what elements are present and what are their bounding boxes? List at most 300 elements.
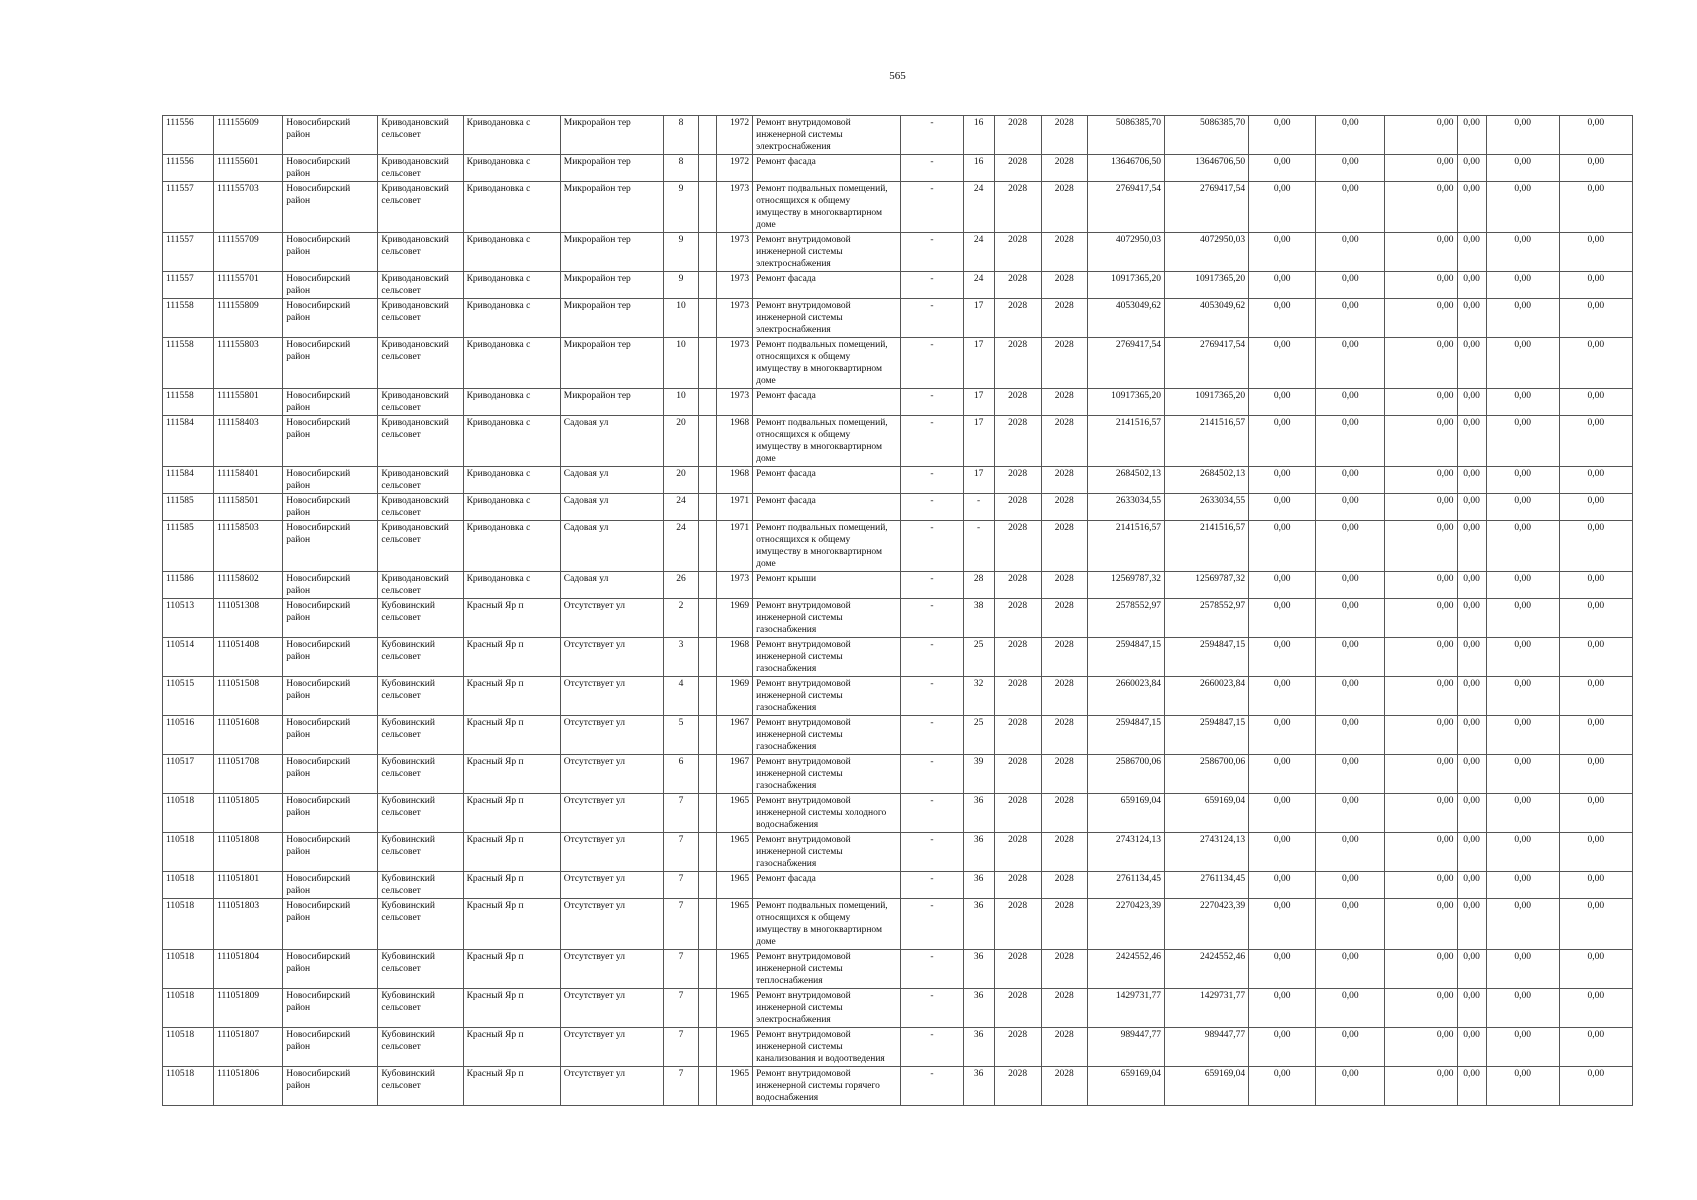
cell-record-id: 110518	[163, 1028, 214, 1067]
cell-apartments: 16	[963, 155, 994, 182]
cell-amount-1: 0,00	[1249, 521, 1316, 572]
cell-work-id: 111155709	[214, 233, 283, 272]
cell-record-id: 110518	[163, 899, 214, 950]
cell-work-id: 111051809	[214, 989, 283, 1028]
cell-municipality: Криводановский сельсовет	[378, 299, 463, 338]
cell-year-start: 2028	[994, 677, 1041, 716]
cell-municipality: Кубовинский сельсовет	[378, 638, 463, 677]
cell-cost-total: 2578552,97	[1087, 599, 1164, 638]
cell-build-year: 1973	[717, 182, 753, 233]
cell-cost-total: 10917365,20	[1087, 389, 1164, 416]
cell-work-type: Ремонт фасада	[753, 872, 901, 899]
cell-record-id: 110518	[163, 1067, 214, 1106]
cell-cost-total: 4072950,03	[1087, 233, 1164, 272]
cell-building	[699, 677, 717, 716]
cell-cost-total: 2141516,57	[1087, 521, 1164, 572]
cell-amount-6: 0,00	[1559, 389, 1632, 416]
cell-build-year: 1969	[717, 599, 753, 638]
cell-record-id: 111556	[163, 155, 214, 182]
cell-settlement: Криводановка с	[463, 416, 560, 467]
cell-record-id: 111584	[163, 467, 214, 494]
cell-amount-3: 0,00	[1385, 872, 1457, 899]
cell-municipality: Криводановский сельсовет	[378, 116, 463, 155]
cell-extra: -	[901, 155, 963, 182]
cell-amount-2: 0,00	[1316, 1028, 1385, 1067]
cell-amount-1: 0,00	[1249, 989, 1316, 1028]
cell-extra: -	[901, 572, 963, 599]
cell-amount-2: 0,00	[1316, 950, 1385, 989]
cell-apartments: 36	[963, 989, 994, 1028]
table-row	[163, 182, 1633, 233]
cell-apartments: 24	[963, 272, 994, 299]
cell-house-number: 9	[663, 233, 698, 272]
cell-work-type: Ремонт внутридомовой инженерной системы газоснабжения	[753, 716, 901, 755]
table-row	[163, 1067, 1633, 1106]
cell-amount-3: 0,00	[1385, 494, 1457, 521]
cell-year-end: 2028	[1041, 1028, 1087, 1067]
cell-amount-3: 0,00	[1385, 794, 1457, 833]
cell-year-end: 2028	[1041, 494, 1087, 521]
cell-amount-5: 0,00	[1486, 521, 1559, 572]
cell-amount-3: 0,00	[1385, 677, 1457, 716]
cell-municipality: Криводановский сельсовет	[378, 572, 463, 599]
cell-work-id: 111051801	[214, 872, 283, 899]
cell-amount-6: 0,00	[1559, 572, 1632, 599]
cell-amount-3: 0,00	[1385, 833, 1457, 872]
cell-amount-2: 0,00	[1316, 299, 1385, 338]
cell-extra: -	[901, 794, 963, 833]
cell-house-number: 8	[663, 155, 698, 182]
cell-amount-4: 0,00	[1457, 872, 1486, 899]
cell-district: Новосибирский район	[283, 599, 378, 638]
cell-year-start: 2028	[994, 116, 1041, 155]
cell-work-type: Ремонт фасада	[753, 494, 901, 521]
cell-district: Новосибирский район	[283, 494, 378, 521]
cell-amount-1: 0,00	[1249, 599, 1316, 638]
cell-cost-fund: 10917365,20	[1164, 389, 1248, 416]
cell-building	[699, 833, 717, 872]
cell-amount-4: 0,00	[1457, 989, 1486, 1028]
cell-building	[699, 182, 717, 233]
cell-amount-4: 0,00	[1457, 572, 1486, 599]
cell-settlement: Красный Яр п	[463, 872, 560, 899]
cell-amount-3: 0,00	[1385, 572, 1457, 599]
cell-year-start: 2028	[994, 389, 1041, 416]
cell-work-id: 111051608	[214, 716, 283, 755]
cell-build-year: 1973	[717, 299, 753, 338]
cell-settlement: Красный Яр п	[463, 989, 560, 1028]
cell-apartments: 38	[963, 599, 994, 638]
cell-building	[699, 950, 717, 989]
cell-build-year: 1973	[717, 572, 753, 599]
cell-build-year: 1973	[717, 272, 753, 299]
cell-house-number: 5	[663, 716, 698, 755]
cell-record-id: 111556	[163, 116, 214, 155]
cell-record-id: 111585	[163, 521, 214, 572]
cell-work-id: 111155809	[214, 299, 283, 338]
cell-street: Микрорайон тер	[560, 389, 663, 416]
cell-cost-total: 2660023,84	[1087, 677, 1164, 716]
cell-district: Новосибирский район	[283, 638, 378, 677]
cell-amount-3: 0,00	[1385, 389, 1457, 416]
cell-extra: -	[901, 989, 963, 1028]
cell-work-type: Ремонт внутридомовой инженерной системы газоснабжения	[753, 833, 901, 872]
cell-amount-3: 0,00	[1385, 182, 1457, 233]
cell-year-start: 2028	[994, 872, 1041, 899]
cell-extra: -	[901, 272, 963, 299]
cell-municipality: Криводановский сельсовет	[378, 494, 463, 521]
cell-house-number: 20	[663, 467, 698, 494]
cell-house-number: 7	[663, 899, 698, 950]
cell-settlement: Криводановка с	[463, 494, 560, 521]
cell-extra: -	[901, 677, 963, 716]
cell-street: Отсутствует ул	[560, 716, 663, 755]
cell-work-id: 111155609	[214, 116, 283, 155]
cell-amount-4: 0,00	[1457, 416, 1486, 467]
cell-year-start: 2028	[994, 416, 1041, 467]
cell-municipality: Криводановский сельсовет	[378, 521, 463, 572]
capital-repair-table	[162, 115, 1633, 1106]
cell-amount-5: 0,00	[1486, 899, 1559, 950]
cell-amount-6: 0,00	[1559, 494, 1632, 521]
cell-building	[699, 572, 717, 599]
cell-year-end: 2028	[1041, 677, 1087, 716]
cell-work-type: Ремонт внутридомовой инженерной системы холодного водоснабжения	[753, 794, 901, 833]
cell-amount-4: 0,00	[1457, 182, 1486, 233]
cell-amount-5: 0,00	[1486, 950, 1559, 989]
cell-year-end: 2028	[1041, 299, 1087, 338]
cell-amount-4: 0,00	[1457, 233, 1486, 272]
cell-amount-5: 0,00	[1486, 233, 1559, 272]
cell-amount-6: 0,00	[1559, 338, 1632, 389]
cell-amount-4: 0,00	[1457, 299, 1486, 338]
cell-municipality: Криводановский сельсовет	[378, 338, 463, 389]
cell-amount-4: 0,00	[1457, 833, 1486, 872]
cell-build-year: 1973	[717, 389, 753, 416]
table-row	[163, 389, 1633, 416]
cell-house-number: 7	[663, 872, 698, 899]
cell-street: Отсутствует ул	[560, 599, 663, 638]
cell-record-id: 111586	[163, 572, 214, 599]
cell-amount-4: 0,00	[1457, 338, 1486, 389]
cell-apartments: 17	[963, 299, 994, 338]
cell-cost-fund: 2578552,97	[1164, 599, 1248, 638]
cell-amount-1: 0,00	[1249, 1028, 1316, 1067]
cell-amount-1: 0,00	[1249, 272, 1316, 299]
cell-amount-3: 0,00	[1385, 155, 1457, 182]
cell-work-type: Ремонт внутридомовой инженерной системы теплоснабжения	[753, 950, 901, 989]
cell-year-end: 2028	[1041, 794, 1087, 833]
cell-cost-total: 13646706,50	[1087, 155, 1164, 182]
cell-year-start: 2028	[994, 182, 1041, 233]
cell-year-start: 2028	[994, 272, 1041, 299]
cell-apartments: 36	[963, 1028, 994, 1067]
cell-cost-total: 2769417,54	[1087, 182, 1164, 233]
cell-apartments: 36	[963, 950, 994, 989]
cell-year-end: 2028	[1041, 233, 1087, 272]
cell-work-type: Ремонт внутридомовой инженерной системы электроснабжения	[753, 299, 901, 338]
cell-building	[699, 599, 717, 638]
cell-cost-fund: 2594847,15	[1164, 638, 1248, 677]
cell-settlement: Криводановка с	[463, 272, 560, 299]
cell-cost-fund: 2141516,57	[1164, 416, 1248, 467]
cell-work-type: Ремонт подвальных помещений, относящихся к общему имуществу в многоквартирном доме	[753, 416, 901, 467]
cell-street: Садовая ул	[560, 572, 663, 599]
cell-amount-1: 0,00	[1249, 467, 1316, 494]
cell-year-end: 2028	[1041, 155, 1087, 182]
cell-work-id: 111051803	[214, 899, 283, 950]
cell-year-end: 2028	[1041, 872, 1087, 899]
cell-amount-1: 0,00	[1249, 494, 1316, 521]
cell-amount-3: 0,00	[1385, 950, 1457, 989]
cell-building	[699, 755, 717, 794]
cell-work-id: 111158501	[214, 494, 283, 521]
cell-building	[699, 899, 717, 950]
cell-year-end: 2028	[1041, 572, 1087, 599]
cell-amount-6: 0,00	[1559, 677, 1632, 716]
cell-extra: -	[901, 716, 963, 755]
cell-year-end: 2028	[1041, 389, 1087, 416]
cell-amount-2: 0,00	[1316, 833, 1385, 872]
cell-cost-total: 659169,04	[1087, 794, 1164, 833]
cell-work-type: Ремонт внутридомовой инженерной системы электроснабжения	[753, 116, 901, 155]
cell-record-id: 110518	[163, 794, 214, 833]
cell-year-end: 2028	[1041, 638, 1087, 677]
cell-settlement: Красный Яр п	[463, 716, 560, 755]
cell-year-end: 2028	[1041, 989, 1087, 1028]
cell-amount-6: 0,00	[1559, 272, 1632, 299]
cell-amount-3: 0,00	[1385, 416, 1457, 467]
cell-work-id: 111051805	[214, 794, 283, 833]
cell-municipality: Кубовинский сельсовет	[378, 950, 463, 989]
cell-amount-6: 0,00	[1559, 872, 1632, 899]
cell-district: Новосибирский район	[283, 1067, 378, 1106]
cell-amount-5: 0,00	[1486, 494, 1559, 521]
cell-year-start: 2028	[994, 338, 1041, 389]
cell-amount-4: 0,00	[1457, 716, 1486, 755]
cell-work-type: Ремонт подвальных помещений, относящихся к общему имуществу в многоквартирном доме	[753, 521, 901, 572]
cell-building	[699, 521, 717, 572]
cell-year-end: 2028	[1041, 338, 1087, 389]
cell-apartments: 17	[963, 416, 994, 467]
cell-amount-4: 0,00	[1457, 1067, 1486, 1106]
cell-district: Новосибирский район	[283, 755, 378, 794]
cell-extra: -	[901, 1067, 963, 1106]
cell-municipality: Кубовинский сельсовет	[378, 899, 463, 950]
cell-year-end: 2028	[1041, 521, 1087, 572]
cell-record-id: 110518	[163, 872, 214, 899]
cell-municipality: Криводановский сельсовет	[378, 182, 463, 233]
cell-amount-3: 0,00	[1385, 1028, 1457, 1067]
cell-amount-3: 0,00	[1385, 716, 1457, 755]
cell-cost-total: 2743124,13	[1087, 833, 1164, 872]
cell-street: Отсутствует ул	[560, 794, 663, 833]
cell-cost-total: 2769417,54	[1087, 338, 1164, 389]
table-row	[163, 755, 1633, 794]
cell-apartments: -	[963, 521, 994, 572]
cell-amount-1: 0,00	[1249, 950, 1316, 989]
cell-amount-3: 0,00	[1385, 116, 1457, 155]
cell-amount-2: 0,00	[1316, 467, 1385, 494]
cell-amount-4: 0,00	[1457, 599, 1486, 638]
cell-amount-5: 0,00	[1486, 182, 1559, 233]
cell-cost-fund: 2141516,57	[1164, 521, 1248, 572]
cell-year-start: 2028	[994, 494, 1041, 521]
cell-amount-1: 0,00	[1249, 716, 1316, 755]
cell-year-end: 2028	[1041, 182, 1087, 233]
cell-work-type: Ремонт подвальных помещений, относящихся к общему имуществу в многоквартирном доме	[753, 182, 901, 233]
cell-building	[699, 467, 717, 494]
cell-year-start: 2028	[994, 467, 1041, 494]
cell-amount-1: 0,00	[1249, 677, 1316, 716]
cell-settlement: Криводановка с	[463, 299, 560, 338]
cell-work-id: 111155803	[214, 338, 283, 389]
cell-build-year: 1969	[717, 677, 753, 716]
cell-amount-2: 0,00	[1316, 182, 1385, 233]
table-row	[163, 677, 1633, 716]
cell-apartments: 28	[963, 572, 994, 599]
cell-cost-total: 659169,04	[1087, 1067, 1164, 1106]
cell-street: Отсутствует ул	[560, 989, 663, 1028]
cell-cost-fund: 2424552,46	[1164, 950, 1248, 989]
cell-amount-6: 0,00	[1559, 116, 1632, 155]
cell-record-id: 110518	[163, 989, 214, 1028]
cell-amount-2: 0,00	[1316, 989, 1385, 1028]
cell-work-id: 111155701	[214, 272, 283, 299]
cell-amount-2: 0,00	[1316, 794, 1385, 833]
cell-district: Новосибирский район	[283, 389, 378, 416]
cell-amount-3: 0,00	[1385, 467, 1457, 494]
table-row	[163, 272, 1633, 299]
cell-cost-fund: 4053049,62	[1164, 299, 1248, 338]
cell-district: Новосибирский район	[283, 521, 378, 572]
cell-extra: -	[901, 833, 963, 872]
cell-amount-6: 0,00	[1559, 1067, 1632, 1106]
cell-build-year: 1967	[717, 716, 753, 755]
cell-work-id: 111155601	[214, 155, 283, 182]
cell-house-number: 6	[663, 755, 698, 794]
cell-work-id: 111158403	[214, 416, 283, 467]
cell-year-start: 2028	[994, 755, 1041, 794]
cell-work-type: Ремонт внутридомовой инженерной системы электроснабжения	[753, 989, 901, 1028]
cell-cost-total: 2594847,15	[1087, 716, 1164, 755]
cell-settlement: Криводановка с	[463, 116, 560, 155]
cell-cost-fund: 5086385,70	[1164, 116, 1248, 155]
cell-build-year: 1965	[717, 950, 753, 989]
cell-work-id: 111051508	[214, 677, 283, 716]
cell-amount-4: 0,00	[1457, 794, 1486, 833]
cell-cost-fund: 659169,04	[1164, 1067, 1248, 1106]
cell-amount-2: 0,00	[1316, 1067, 1385, 1106]
cell-amount-6: 0,00	[1559, 233, 1632, 272]
cell-street: Отсутствует ул	[560, 1028, 663, 1067]
table-row	[163, 950, 1633, 989]
cell-year-start: 2028	[994, 716, 1041, 755]
cell-cost-fund: 2743124,13	[1164, 833, 1248, 872]
table-row	[163, 467, 1633, 494]
cell-amount-2: 0,00	[1316, 872, 1385, 899]
cell-amount-5: 0,00	[1486, 272, 1559, 299]
cell-amount-6: 0,00	[1559, 899, 1632, 950]
cell-apartments: 17	[963, 467, 994, 494]
cell-record-id: 111557	[163, 272, 214, 299]
table-row	[163, 989, 1633, 1028]
cell-apartments: 16	[963, 116, 994, 155]
cell-district: Новосибирский район	[283, 989, 378, 1028]
cell-amount-6: 0,00	[1559, 638, 1632, 677]
cell-cost-total: 4053049,62	[1087, 299, 1164, 338]
cell-municipality: Кубовинский сельсовет	[378, 872, 463, 899]
table-row	[163, 872, 1633, 899]
cell-work-id: 111051308	[214, 599, 283, 638]
cell-amount-6: 0,00	[1559, 1028, 1632, 1067]
cell-municipality: Кубовинский сельсовет	[378, 833, 463, 872]
cell-amount-1: 0,00	[1249, 299, 1316, 338]
cell-amount-1: 0,00	[1249, 572, 1316, 599]
cell-district: Новосибирский район	[283, 272, 378, 299]
cell-amount-4: 0,00	[1457, 755, 1486, 794]
cell-work-id: 111158503	[214, 521, 283, 572]
cell-build-year: 1973	[717, 338, 753, 389]
cell-amount-1: 0,00	[1249, 872, 1316, 899]
cell-building	[699, 338, 717, 389]
cell-street: Садовая ул	[560, 521, 663, 572]
cell-year-start: 2028	[994, 233, 1041, 272]
cell-build-year: 1967	[717, 755, 753, 794]
cell-house-number: 7	[663, 833, 698, 872]
cell-amount-3: 0,00	[1385, 1067, 1457, 1106]
cell-amount-5: 0,00	[1486, 989, 1559, 1028]
cell-extra: -	[901, 755, 963, 794]
cell-year-start: 2028	[994, 1067, 1041, 1106]
cell-amount-3: 0,00	[1385, 233, 1457, 272]
cell-cost-fund: 12569787,32	[1164, 572, 1248, 599]
cell-amount-2: 0,00	[1316, 389, 1385, 416]
cell-build-year: 1971	[717, 521, 753, 572]
cell-extra: -	[901, 494, 963, 521]
cell-amount-2: 0,00	[1316, 716, 1385, 755]
cell-amount-2: 0,00	[1316, 416, 1385, 467]
cell-street: Отсутствует ул	[560, 677, 663, 716]
cell-house-number: 4	[663, 677, 698, 716]
cell-record-id: 110516	[163, 716, 214, 755]
cell-extra: -	[901, 416, 963, 467]
cell-street: Отсутствует ул	[560, 872, 663, 899]
cell-building	[699, 1067, 717, 1106]
cell-work-type: Ремонт фасада	[753, 389, 901, 416]
cell-apartments: 25	[963, 716, 994, 755]
cell-house-number: 7	[663, 1028, 698, 1067]
cell-district: Новосибирский район	[283, 467, 378, 494]
cell-amount-5: 0,00	[1486, 833, 1559, 872]
cell-amount-1: 0,00	[1249, 899, 1316, 950]
cell-district: Новосибирский район	[283, 950, 378, 989]
cell-cost-total: 989447,77	[1087, 1028, 1164, 1067]
cell-building	[699, 716, 717, 755]
cell-house-number: 3	[663, 638, 698, 677]
table-row	[163, 299, 1633, 338]
cell-year-end: 2028	[1041, 416, 1087, 467]
cell-extra: -	[901, 1028, 963, 1067]
cell-district: Новосибирский район	[283, 716, 378, 755]
cell-work-type: Ремонт внутридомовой инженерной системы электроснабжения	[753, 233, 901, 272]
cell-district: Новосибирский район	[283, 572, 378, 599]
cell-municipality: Криводановский сельсовет	[378, 155, 463, 182]
cell-amount-2: 0,00	[1316, 521, 1385, 572]
cell-amount-4: 0,00	[1457, 467, 1486, 494]
cell-work-id: 111051708	[214, 755, 283, 794]
cell-year-start: 2028	[994, 989, 1041, 1028]
